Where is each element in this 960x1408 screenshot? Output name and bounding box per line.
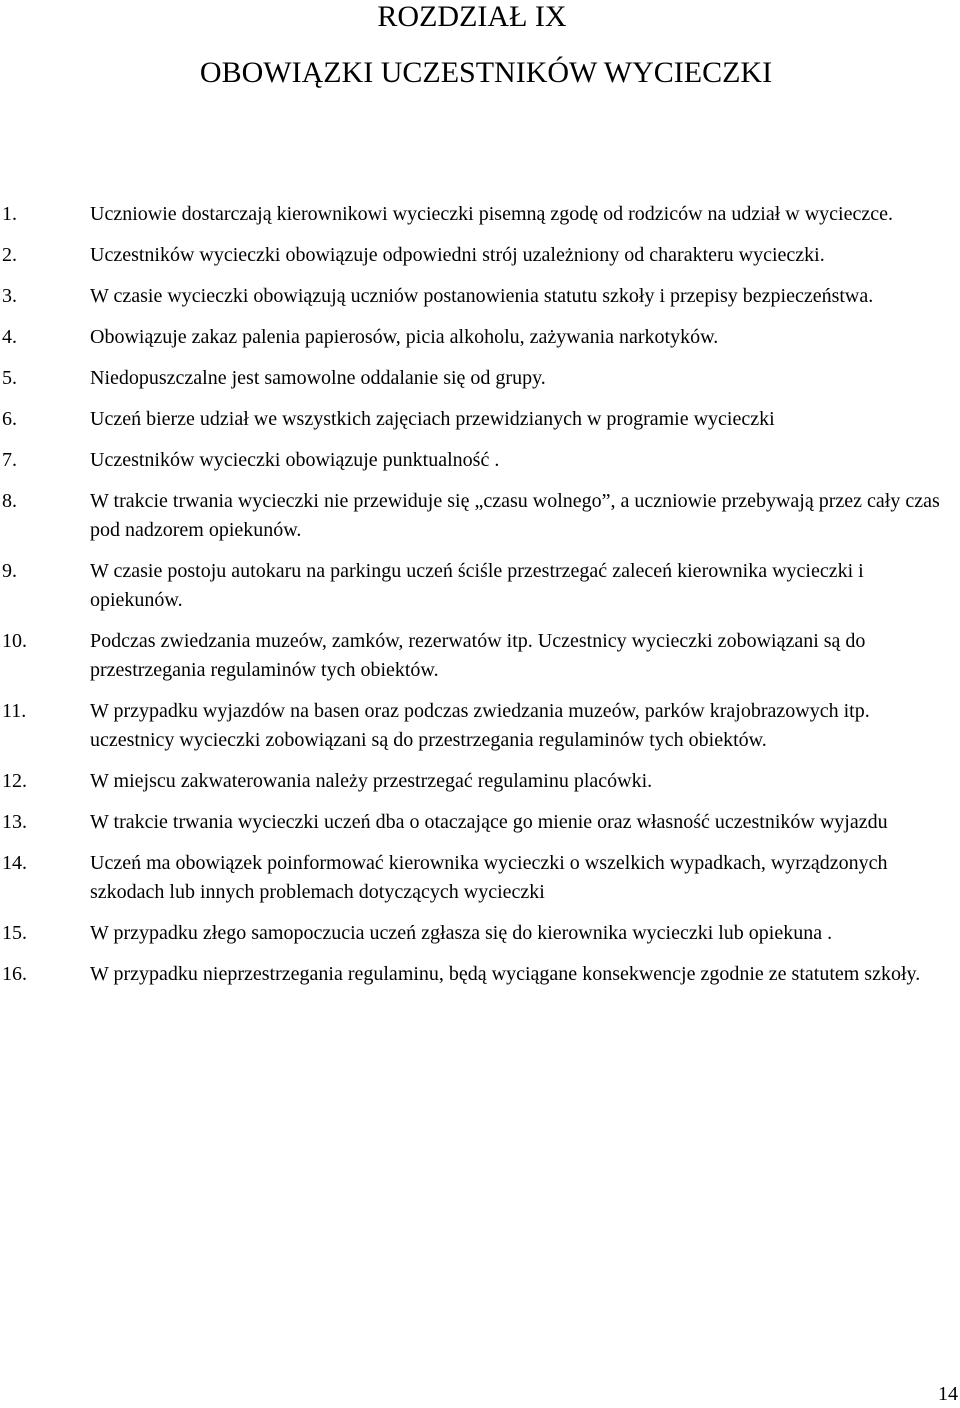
item-text: Uczestników wycieczki obowiązuje odpowiedni strój uzależniony od charakteru wycieczki. xyxy=(90,244,825,266)
item-number: 4. xyxy=(2,326,17,348)
item-text: W przypadku nieprzestrzegania regulaminu, będą wyciągane konsekwencje zgodnie ze statutem szkoły. xyxy=(90,963,921,985)
item-number: 16. xyxy=(2,963,27,985)
duties-list xyxy=(0,200,960,989)
item-text: W trakcie trwania wycieczki uczeń dba o otaczające go mienie oraz własność uczestników wyjazdu xyxy=(90,811,888,833)
item-text: W trakcie trwania wycieczki nie przewiduje się „czasu wolnego”, a uczniowie przebywają przez cały czas pod nadzorem opiekunów. xyxy=(90,490,940,541)
item-number: 5. xyxy=(2,367,17,389)
list-item xyxy=(0,282,960,311)
list-item xyxy=(0,323,960,352)
item-number: 1. xyxy=(2,203,17,225)
item-text: Niedopuszczalne jest samowolne oddalanie się od grupy. xyxy=(90,367,546,389)
item-text: Uczniowie dostarczają kierownikowi wycieczki pisemną zgodę od rodziców na udział w wycieczce. xyxy=(90,203,893,225)
item-number: 12. xyxy=(2,770,27,792)
list-item xyxy=(0,241,960,270)
item-number: 8. xyxy=(2,490,17,512)
list-item xyxy=(0,808,960,837)
list-item xyxy=(0,849,960,907)
item-text: Uczeń bierze udział we wszystkich zajęciach przewidzianych w programie wycieczki xyxy=(90,408,775,430)
list-item xyxy=(0,919,960,948)
list-item xyxy=(0,557,960,615)
list-item xyxy=(0,405,960,434)
item-number: 2. xyxy=(2,244,17,266)
item-number: 14. xyxy=(2,852,27,874)
list-item xyxy=(0,446,960,475)
item-number: 9. xyxy=(2,560,17,582)
item-text: W miejscu zakwaterowania należy przestrzegać regulaminu placówki. xyxy=(90,770,653,792)
item-number: 7. xyxy=(2,449,17,471)
list-item xyxy=(0,960,960,989)
item-text: Obowiązuje zakaz palenia papierosów, picia alkoholu, zażywania narkotyków. xyxy=(90,326,719,348)
page-number: 14 xyxy=(938,1383,958,1405)
list-item xyxy=(0,697,960,755)
page-title: OBOWIĄZKI UCZESTNIKÓW WYCIECZKI xyxy=(199,56,773,89)
item-text: Podczas zwiedzania muzeów, zamków, rezerwatów itp. Uczestnicy wycieczki zobowiązani są do przestrzegania regulaminów tych obiektów. xyxy=(90,630,866,681)
item-number: 11. xyxy=(2,700,27,722)
item-text: W czasie wycieczki obowiązują uczniów postanowienia statutu szkoły i przepisy bezpieczeństwa. xyxy=(90,285,874,307)
list-item xyxy=(0,200,960,229)
list-item xyxy=(0,487,960,545)
list-item xyxy=(0,767,960,796)
item-text: Uczeń ma obowiązek poinformować kierownika wycieczki o wszelkich wypadkach, wyrządzonych szkodach lub innych problemach dotyczących wycieczki xyxy=(90,852,888,903)
chapter-heading: ROZDZIAŁ IX xyxy=(377,0,567,33)
item-number: 15. xyxy=(2,922,27,944)
item-text: Uczestników wycieczki obowiązuje punktualność . xyxy=(90,449,500,471)
item-number: 13. xyxy=(2,811,27,833)
item-number: 3. xyxy=(2,285,17,307)
item-text: W przypadku złego samopoczucia uczeń zgłasza się do kierownika wycieczki lub opiekuna . xyxy=(90,922,833,944)
item-number: 6. xyxy=(2,408,17,430)
item-text: W przypadku wyjazdów na basen oraz podczas zwiedzania muzeów, parków krajobrazowych itp. uczestnicy wycieczki zobowiązani są do przestrzegania regulaminów tych obiektów. xyxy=(90,700,870,751)
item-text: W czasie postoju autokaru na parkingu uczeń ściśle przestrzegać zaleceń kierownika wycieczki i opiekunów. xyxy=(90,560,864,611)
list-item xyxy=(0,364,960,393)
item-number: 10. xyxy=(2,630,27,652)
list-item xyxy=(0,627,960,685)
